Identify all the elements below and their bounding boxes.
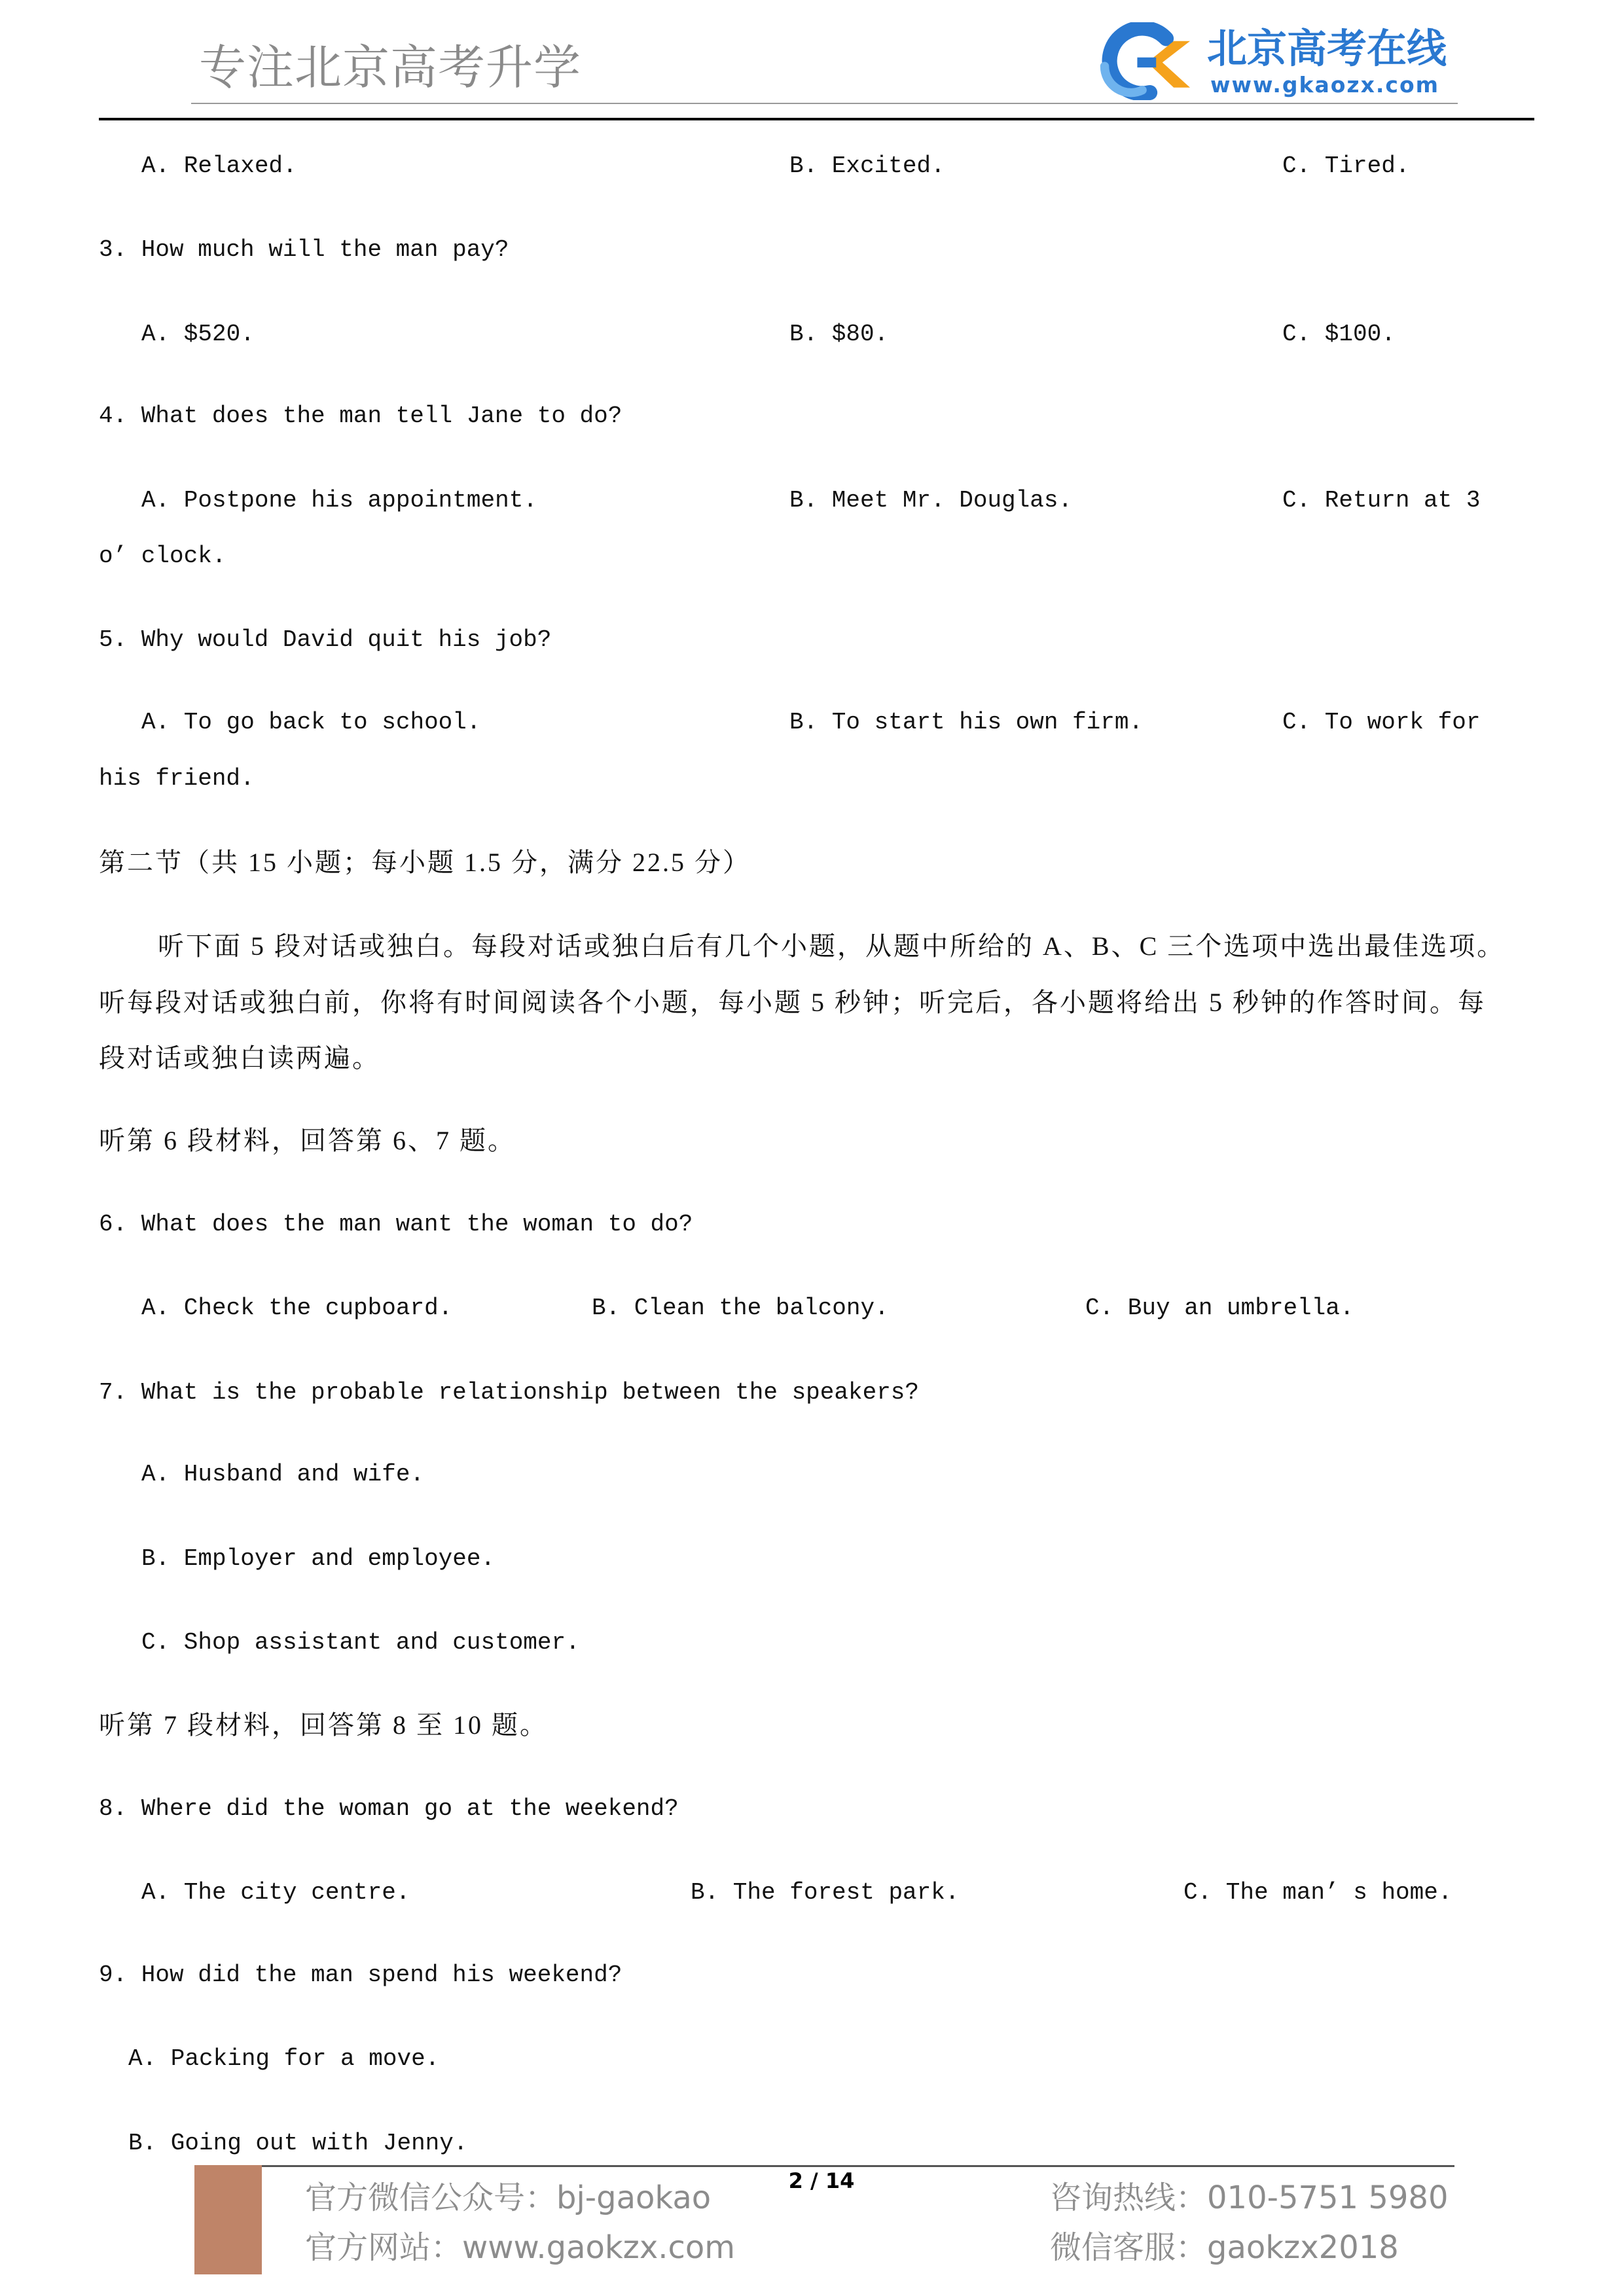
q6-stem: 6. What does the man want the woman to do? [99,1211,693,1238]
q8-stem: 8. Where did the woman go at the weekend? [99,1795,679,1822]
header-main-rule [99,118,1534,120]
q5-option-c-wrap: his friend. [99,765,255,792]
q6-option-c: C. Buy an umbrella. [1085,1295,1354,1321]
q3-stem: 3. How much will the man pay? [99,236,509,263]
section2-heading: 第二节（共 15 小题；每小题 1.5 分，满分 22.5 分） [99,848,751,877]
q6-option-a: A. Check the cupboard. [141,1295,453,1321]
q8-option-a: A. The city centre. [141,1879,410,1906]
q5-option-b: B. To start his own firm. [789,709,1144,736]
header-slogan: 专注北京高考升学 [199,40,582,95]
footer-rule [262,2165,1454,2167]
q3-option-a: A. $520. [141,321,255,348]
q3-option-c: C. $100. [1282,321,1396,348]
material-7-heading: 听第 7 段材料，回答第 8 至 10 题。 [99,1710,548,1740]
q7-option-b: B. Employer and employee. [141,1545,496,1572]
footer-hotline: 咨询热线：010-5751 5980 [1050,2179,1449,2216]
footer-wechat: 官方微信公众号：bj-gaokao [305,2179,712,2216]
instructions-line-1: 听下面 5 段对话或独白。每段对话或独白后有几个小题，从题中所给的 A、B、C 三个选项中选出最佳选项。 [158,931,1506,961]
q8-option-b: B. The forest park. [691,1879,960,1906]
q2-option-b: B. Excited. [789,152,945,179]
q4-option-c-wrap: o’ clock. [99,543,226,569]
q4-option-b: B. Meet Mr. Douglas. [789,487,1073,514]
instructions-line-2: 听每段对话或独白前，你将有时间阅读各个小题，每小题 5 秒钟；听完后，各小题将给出 5 秒钟的作答时间。每 [99,988,1486,1017]
gk-logo-icon [1079,22,1193,100]
header-thin-rule [191,103,1458,104]
logo-url: www.gkaozx.com [1210,72,1440,98]
page-number: 2 / 14 [788,2168,855,2193]
q5-option-c: C. To work for [1282,709,1481,736]
q4-option-c: C. Return at 3 [1282,487,1481,514]
q7-option-c: C. Shop assistant and customer. [141,1629,580,1656]
logo-name: 北京高考在线 [1207,26,1447,72]
q2-option-c: C. Tired. [1282,152,1410,179]
material-6-heading: 听第 6 段材料，回答第 6、7 题。 [99,1126,516,1155]
q4-stem: 4. What does the man tell Jane to do? [99,403,623,429]
q8-option-c: C. The man’ s home. [1183,1879,1453,1906]
q3-option-b: B. $80. [789,321,889,348]
footer-color-block [194,2165,262,2274]
q5-stem: 5. Why would David quit his job? [99,626,552,653]
q9-option-a: A. Packing for a move. [128,2045,440,2072]
q4-option-a: A. Postpone his appointment. [141,487,537,514]
instructions-line-3: 段对话或独白读两遍。 [99,1043,380,1073]
q9-stem: 9. How did the man spend his weekend? [99,1962,623,1988]
q7-stem: 7. What is the probable relationship between the speakers? [99,1379,920,1406]
footer-website: 官方网站：www.gaokzx.com [305,2229,736,2266]
q7-option-a: A. Husband and wife. [141,1461,425,1488]
q5-option-a: A. To go back to school. [141,709,481,736]
q2-option-a: A. Relaxed. [141,152,297,179]
q6-option-b: B. Clean the balcony. [592,1295,889,1321]
footer-service: 微信客服：gaokzx2018 [1050,2229,1399,2266]
q9-option-b: B. Going out with Jenny. [128,2130,468,2157]
